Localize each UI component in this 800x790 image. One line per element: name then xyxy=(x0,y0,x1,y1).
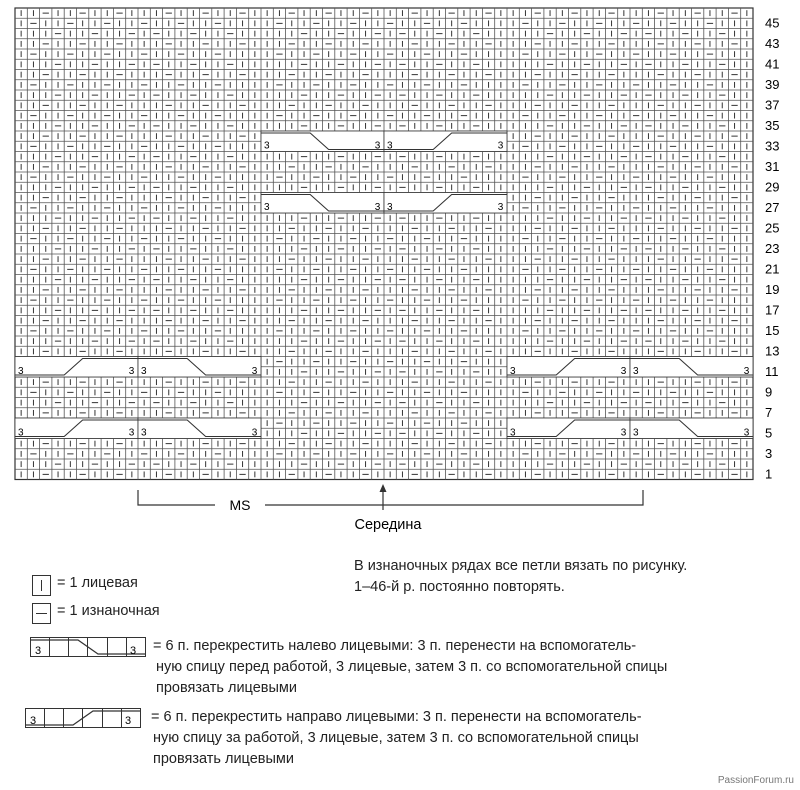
cable-count-right: 3 xyxy=(374,140,381,152)
legend-cable-left-line-1: = 6 п. перекрестить налево лицевыми: 3 п. перенести на вспомогатель- xyxy=(153,638,637,654)
row-number: 33 xyxy=(765,138,780,154)
row-number: 13 xyxy=(765,343,780,359)
cable-count-right: 3 xyxy=(620,366,627,377)
row-number: 9 xyxy=(765,384,773,400)
row-number: 45 xyxy=(765,15,780,31)
cable-block xyxy=(630,418,753,439)
cable-count-left: 3 xyxy=(510,427,516,439)
row-number: 3 xyxy=(765,446,773,461)
cable-count-right: 3 xyxy=(497,202,504,213)
cable-count-left: 3 xyxy=(18,427,24,439)
cable-count-left: 3 xyxy=(264,140,270,152)
cable-block xyxy=(261,193,384,214)
row-number: 5 xyxy=(765,425,773,441)
cable-count-left: 3 xyxy=(18,366,24,377)
cable-count-right: 3 xyxy=(128,427,135,439)
row-number: 39 xyxy=(765,77,780,92)
row-number: 37 xyxy=(765,97,780,113)
row-number: 23 xyxy=(765,241,780,256)
row-number: 35 xyxy=(765,118,780,133)
svg-text:3: 3 xyxy=(30,715,37,727)
cable-count-right: 3 xyxy=(743,427,750,439)
row-number: 17 xyxy=(765,302,780,318)
note-line-1: В изнаночных рядах все петли вязать по рисунку. xyxy=(354,558,688,574)
cable-block xyxy=(261,131,384,152)
svg-text:3: 3 xyxy=(35,645,42,657)
ms-bracket-line xyxy=(138,490,643,505)
cable-count-right: 3 xyxy=(374,202,381,213)
row-number: 29 xyxy=(765,179,780,195)
cable-count-right: 3 xyxy=(251,366,258,377)
cable-count-right: 3 xyxy=(128,366,135,377)
cable-block xyxy=(138,357,261,378)
legend-cable-right-line-2: ную спицу за работой, 3 лицевые, затем 3 п. со вспомогательной спицы xyxy=(153,730,639,746)
legend-cable-left-line-2: ную спицу перед работой, 3 лицевые, затем 3 п. со вспомогательной спицы xyxy=(156,659,668,675)
cable-count-left: 3 xyxy=(510,366,516,377)
cable-block xyxy=(15,418,138,439)
row-number: 19 xyxy=(765,282,780,297)
legend-purl-symbol xyxy=(32,603,51,624)
cable-count-left: 3 xyxy=(633,366,639,377)
cable-count-left: 3 xyxy=(264,202,270,213)
legend-cable-right-symbol xyxy=(25,708,141,728)
legend-cable-left-line-3: провязать лицевыми xyxy=(156,680,297,696)
cable-block xyxy=(507,418,630,439)
center-arrow-head xyxy=(380,484,387,492)
legend-cable-left-symbol xyxy=(30,637,146,657)
row-number: 43 xyxy=(765,36,780,51)
cable-count-right: 3 xyxy=(497,140,504,152)
center-label: Середина xyxy=(354,517,422,533)
row-number: 41 xyxy=(765,56,780,72)
row-number: 21 xyxy=(765,261,780,277)
legend-purl-text: = 1 изнаночная xyxy=(57,603,160,619)
cable-count-left: 3 xyxy=(387,140,393,152)
cable-count-left: 3 xyxy=(387,202,393,213)
cable-count-left: 3 xyxy=(141,366,147,377)
svg-text:3: 3 xyxy=(130,645,137,657)
legend-knit-text: = 1 лицевая xyxy=(57,575,138,591)
cable-block xyxy=(630,357,753,378)
legend-cable-right-line-3: провязать лицевыми xyxy=(153,751,294,767)
cable-count-right: 3 xyxy=(743,366,750,377)
legend-cable-right-line-1: = 6 п. перекрестить направо лицевыми: 3 п. перенести на вспомогатель- xyxy=(151,709,642,725)
cable-block xyxy=(507,357,630,378)
row-number: 27 xyxy=(765,200,780,215)
cable-block xyxy=(384,193,507,214)
ms-label: MS xyxy=(229,497,251,513)
row-number: 11 xyxy=(765,364,779,379)
row-number: 25 xyxy=(765,220,780,236)
cable-count-right: 3 xyxy=(251,427,258,439)
ms-bracket xyxy=(138,484,643,533)
legend-knit-symbol xyxy=(32,575,51,596)
cable-block xyxy=(138,418,261,439)
row-number: 31 xyxy=(765,159,780,174)
row-number: 15 xyxy=(765,323,780,338)
note-line-2: 1–46-й р. постоянно повторять. xyxy=(354,579,565,595)
row-numbers xyxy=(765,16,779,482)
cable-block xyxy=(15,357,138,378)
cable-count-left: 3 xyxy=(141,427,147,439)
svg-text:3: 3 xyxy=(125,715,132,727)
row-number: 7 xyxy=(765,405,773,420)
cable-count-left: 3 xyxy=(633,427,639,439)
row-number: 1 xyxy=(765,466,773,482)
chart-grid xyxy=(15,8,753,480)
watermark: PassionForum.ru xyxy=(717,775,794,786)
cable-block xyxy=(384,131,507,152)
cable-count-right: 3 xyxy=(620,427,627,439)
